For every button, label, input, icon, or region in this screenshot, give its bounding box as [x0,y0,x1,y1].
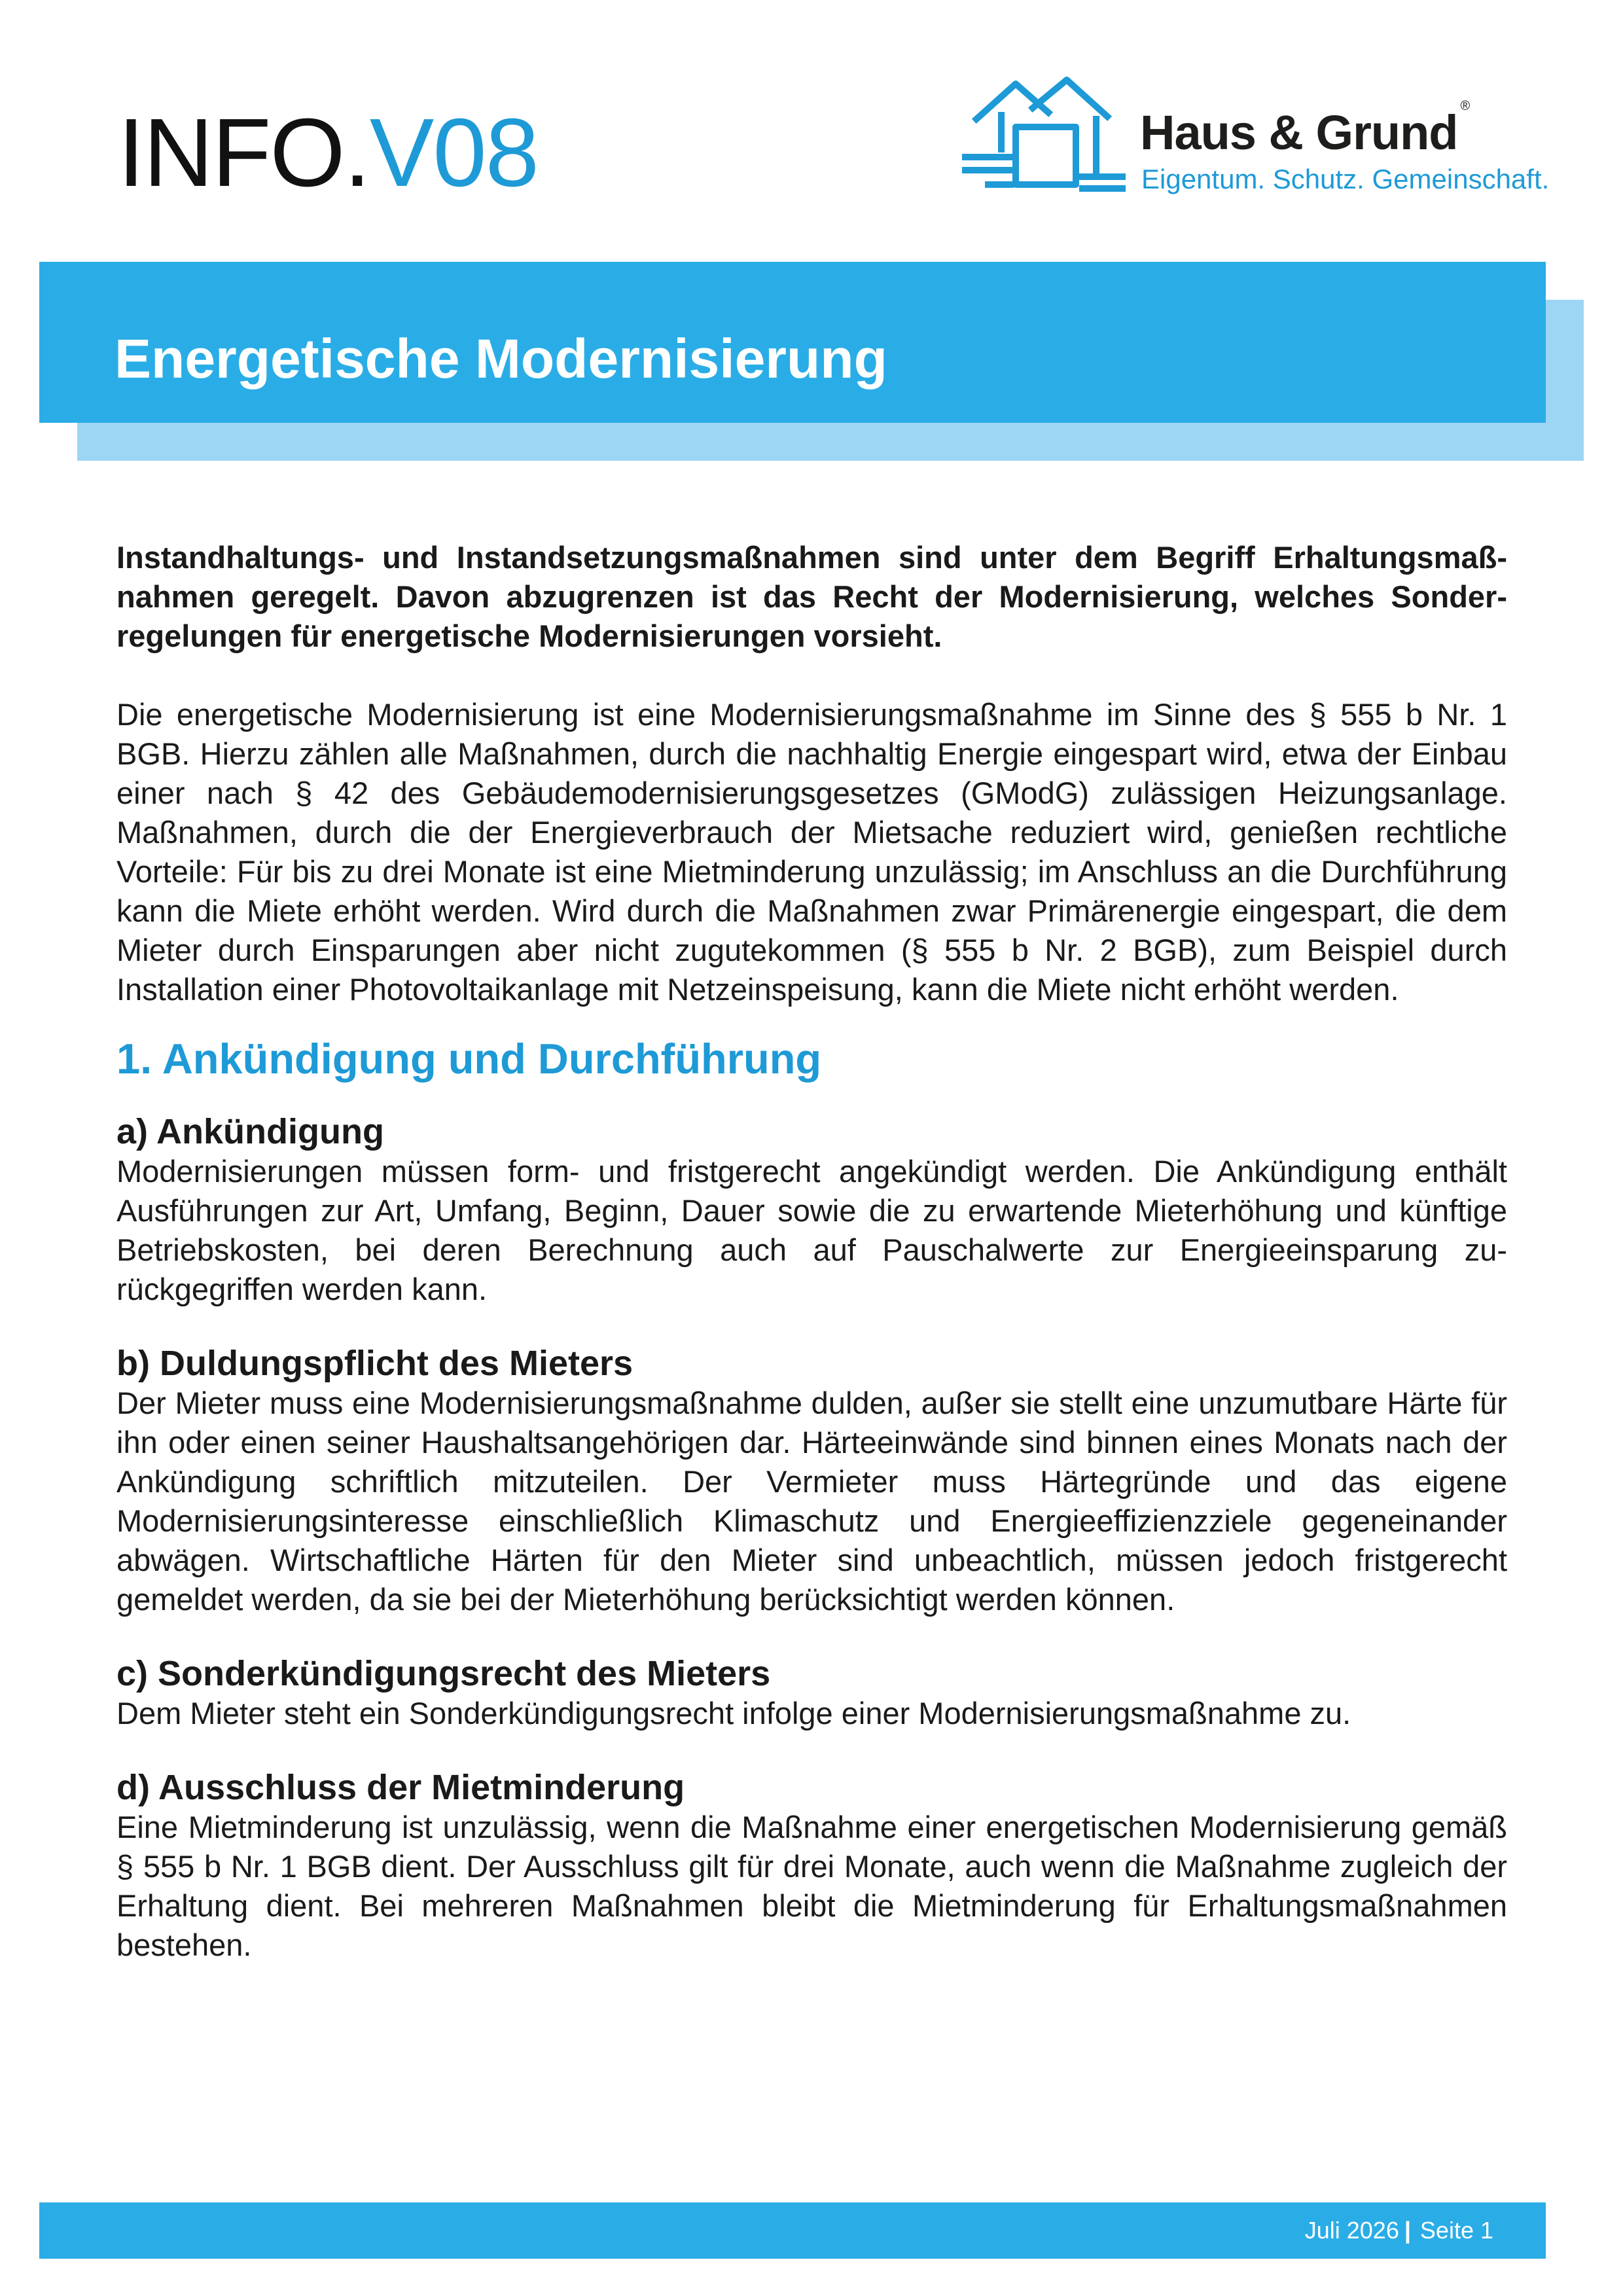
haus-und-grund-logo [962,72,1551,196]
subsection-heading: c) Sonderkündigungsrecht des Mieters [116,1653,771,1693]
doc-id-code: V08 [369,99,538,207]
page-number: Seite 1 [1419,2217,1493,2244]
logo-tagline: Eigentum. Schutz. Gemeinschaft. [1141,164,1550,194]
subsection-text: Eine Mietminderung ist unzulässig, wenn die Maßnahme einer energetischen Modernisierung gemäß § 555 b Nr. 1 BGB dient. Der Ausschluss gilt für drei Monate, auch wenn die Maßnahme zugleich der Erhaltung dient. Bei mehreren Maßnahmen bleibt die Mietminderung für Erhaltungsmaßnahmen bestehen. [116,1809,1507,1962]
doc-id [118,99,538,207]
subsection-text: Modernisierungen müssen form- und fristgerecht angekündigt werden. Die Ankündigung enthält Ausführungen zur Art, Umfang, Beginn, Dauer sowie die zu erwartende Mieterhöhung und künftige Betriebskosten, bei deren Berechnung auch auf Pauschalwerte zur Energieeinsparung zurückgegriffen werden kann. [116,1153,1507,1306]
document-body [116,538,1507,1999]
footer-bar [39,2202,1546,2259]
subsection-sonderkuendigungsrecht [116,1653,1507,1733]
page-title: Energetische Modernisierung [115,328,887,389]
doc-id-prefix: INFO. [118,99,370,207]
subsection-mietminderung [116,1767,1507,1965]
intro-paragraph: Die energetische Modernisierung ist eine Modernisierungsmaßnahme im Sinne des § 555 b Nr. 1 BGB. Hierzu zählen alle Maßnahmen, durch die nachhaltig Energie eingespart wird, etwa der Einbau einer nach § 42 des Gebäudemodernisierungsgesetzes (GModG) zulässigen Heizungsanlage. Maßnahmen, durch die der Energieverbrauch der Mietsache reduziert wird, genießen rechtliche Vorteile: Für bis zu drei Monate ist eine Mietminderung unzulässig; im Anschluss an die Durchführung kann die Miete erhöht werden. Wird durch die Maßnahmen zwar Primärenergie eingespart, die dem Mieter durch Einsparungen aber nicht zugutekommen (§ 555 b Nr. 2 BGB), zum Beispiel durch Installation einer Photovoltaikanlage mit Netzeinspeisung, kann die Miete nicht erhöht werden. [116,697,1507,1007]
subsection-ankuendigung [116,1111,1507,1309]
lead-paragraph: Instandhaltungs- und Instandsetzungsmaßnahmen sind unter dem Begriff Erhaltungsmaßnahmen geregelt. Davon abzugrenzen ist das Recht der Modernisierung, welches Sonderregelungen für energetische Modernisierungen vorsieht. [116,540,1507,653]
footer-date: Juli 2026 [1304,2217,1399,2244]
footer-info [1305,2217,1493,2244]
house-logo-icon [962,72,1126,196]
logo-brand-name: Haus & Grund ® [1140,99,1470,160]
subsection-heading: a) Ankündigung [116,1111,384,1151]
subsection-heading: b) Duldungspflicht des Mieters [116,1343,633,1383]
subsection-heading: d) Ausschluss der Mietminderung [116,1767,685,1807]
subsection-text: Dem Mieter steht ein Sonderkündigungsrecht infolge einer Modernisierungsmaßnahme zu. [116,1695,1351,1731]
subsection-text: Der Mieter muss eine Modernisierungsmaßnahme dulden, außer sie stellt eine unzumutbare Härte für ihn oder einen seiner Haushaltsangehörigen dar. Härteeinwände sind binnen eines Monats nach der Ankündigung schriftlich mitzuteilen. Der Vermieter muss Härtegründe und das eigene Modernisierungsinteresse einschließlich Klimaschutz und Energieeffizienzziele gegeneinander abwägen. Wirtschaftliche Härten für den Mieter sind unbeachtlich, müssen jedoch fristgerecht gemeldet werden, da sie bei der Mieterhöhung berücksichtigt werden können. [116,1385,1507,1617]
section-heading: 1. Ankündigung und Durchführung [116,1035,822,1083]
footer-separator: | [1404,2217,1411,2244]
subsection-duldungspflicht [116,1343,1507,1619]
